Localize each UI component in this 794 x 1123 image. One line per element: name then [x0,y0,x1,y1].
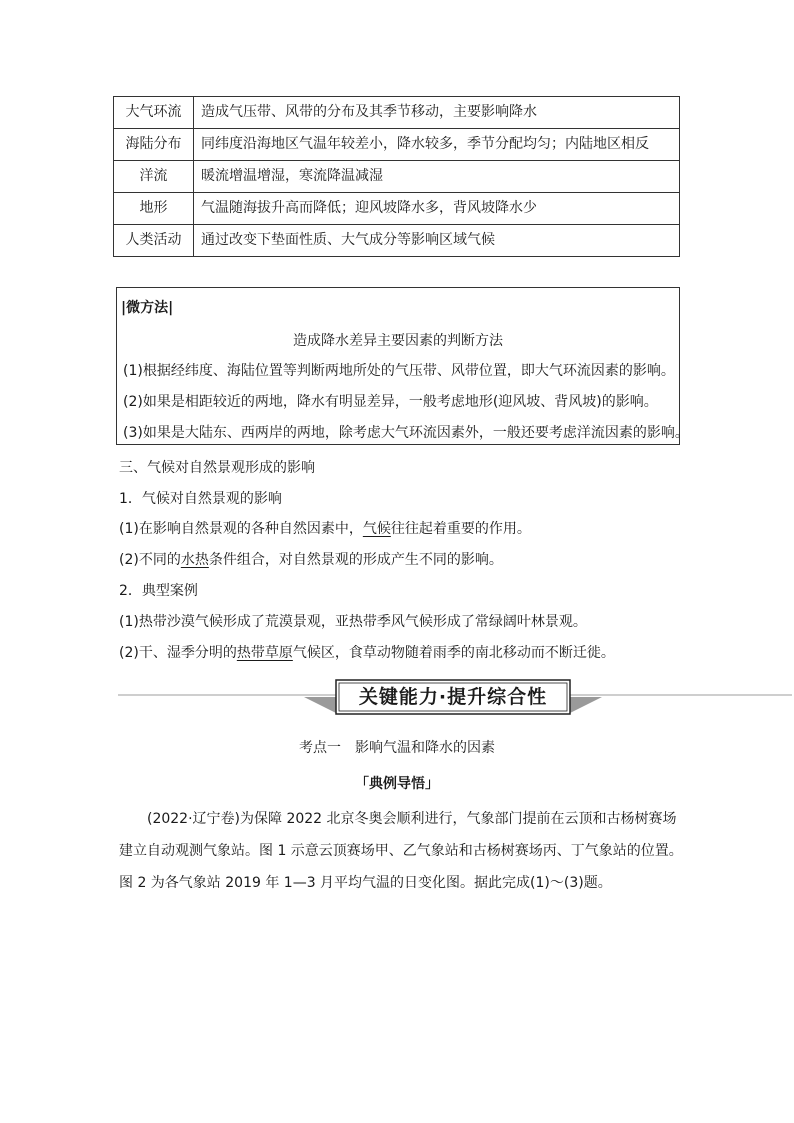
question-line: 图 2 为各气象站 2019 年 1—3 月平均气温的日变化图。据此完成(1)～(3)题。 [119,875,612,891]
factor-name-cell: 大气环流 [114,97,194,129]
question-line: (2022·辽宁卷)为保障 2022 北京冬奥会顺利进行，气象部门提前在云顶和古杨树赛场 [147,811,677,827]
factor-effect-cell: 暖流增温增湿，寒流降温减湿 [194,161,680,193]
dianli-heading: 「典例导悟」 [355,776,439,792]
factor-effect-cell: 造成气压带、风带的分布及其季节移动，主要影响降水 [194,97,680,129]
method-item: (2)如果是相距较近的两地，降水有明显差异，一般考虑地形(迎风坡、背风坡)的影响。 [123,394,658,410]
subheading: 1．气候对自然景观的影响 [119,491,282,507]
paragraph: (1)在影响自然景观的各种自然因素中，气候往往起着重要的作用。 [119,521,531,537]
section-heading: 三、气候对自然景观形成的影响 [119,460,315,476]
paragraph: (2)干、湿季分明的热带草原气候区，食草动物随着雨季的南北移动而不断迁徙。 [119,645,615,661]
paragraph: (2)不同的水热条件组合，对自然景观的形成产生不同的影响。 [119,552,503,568]
factor-name-cell: 人类活动 [114,225,194,257]
factor-effect-cell: 同纬度沿海地区气温年较差小，降水较多，季节分配均匀；内陆地区相反 [194,129,680,161]
factor-name-cell: 洋流 [114,161,194,193]
method-title: 造成降水差异主要因素的判断方法 [293,333,503,349]
subheading: 2．典型案例 [119,583,198,599]
factor-name-cell: 地形 [114,193,194,225]
paragraph: (1)热带沙漠气候形成了荒漠景观，亚热带季风气候形成了常绿阔叶林景观。 [119,614,587,630]
kaodian-title: 考点一 影响气温和降水的因素 [299,740,495,756]
method-item: (1)根据经纬度、海陆位置等判断两地所处的气压带、风带位置，即大气环流因素的影响。 [123,363,675,379]
underlined-term: 热带草原 [236,645,293,661]
underlined-term: 气候 [362,521,391,537]
factor-name-cell: 海陆分布 [114,129,194,161]
question-line: 建立自动观测气象站。图 1 示意云顶赛场甲、乙气象站和古杨树赛场丙、丁气象站的位置。 [119,843,683,859]
banner-title: 关键能力·提升综合性 [358,686,548,708]
method-item: (3)如果是大陆东、西两岸的两地，除考虑大气环流因素外，一般还要考虑洋流因素的影响。 [123,425,689,441]
underlined-term: 水热 [180,552,209,568]
method-tag: |微方法| [121,300,174,316]
factor-effect-cell: 气温随海拔升高而降低；迎风坡降水多，背风坡降水少 [194,193,680,225]
factor-effect-cell: 通过改变下垫面性质、大气成分等影响区域气候 [194,225,680,257]
